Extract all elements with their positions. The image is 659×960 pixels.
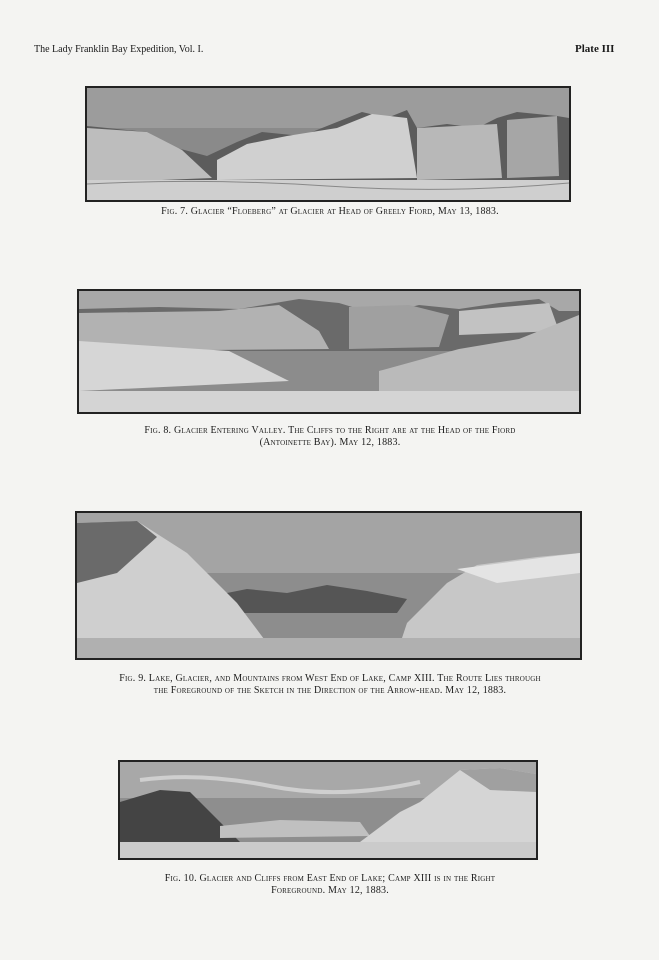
figure-9-caption-line2: the Foreground of the Sketch in the Direction of the Arrow-head. May 12, 1883. [153,685,507,696]
figure-10-image [118,760,538,860]
figure-9-caption-line1: Fig. 9. Lake, Glacier, and Mountains from West End of Lake, Camp XIII. The Route Lies through [119,673,541,684]
header-plate-label: Plate III [575,43,615,55]
figure-7-image [85,86,571,202]
figure-9-image [75,511,582,660]
figure-8-image [77,289,581,414]
figure-8-caption-line2: (Antoinette Bay). May 12, 1883. [259,437,401,448]
figure-10-caption-line1: Fig. 10. Glacier and Cliffs from East End of Lake; Camp XIII is in the Right [164,873,496,884]
header-book-title: The Lady Franklin Bay Expedition, Vol. I. [34,44,204,55]
figure-8-caption-line1: Fig. 8. Glacier Entering Valley. The Cliffs to the Right are at the Head of the Fiord [144,425,516,436]
figure-7-caption: Fig. 7. Glacier “Floeberg” at Glacier at Head of Greely Fiord, May 13, 1883. [161,206,499,217]
figure-10-caption-line2: Foreground. May 12, 1883. [271,885,389,896]
